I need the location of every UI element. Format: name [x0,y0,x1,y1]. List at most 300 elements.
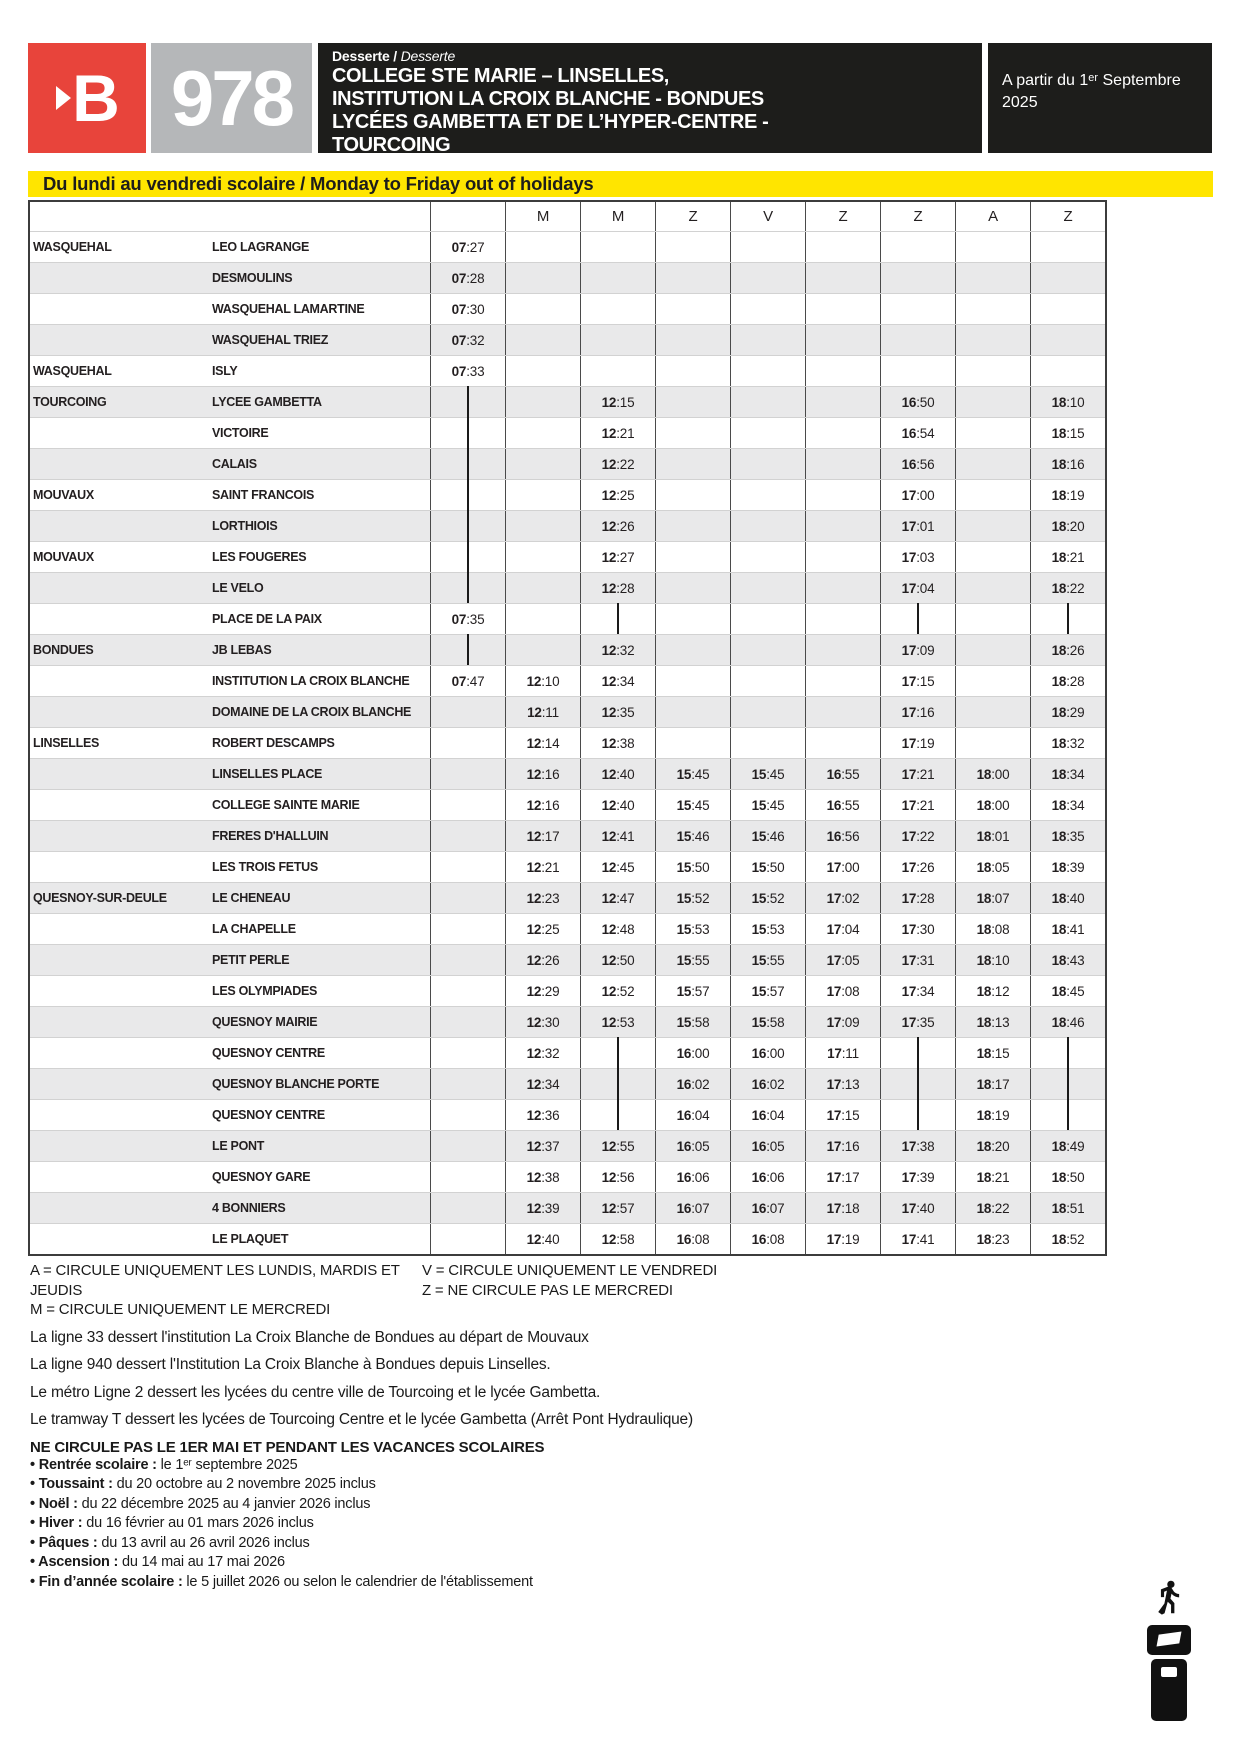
time-cell [505,914,580,944]
time-hour: 17 [901,859,917,875]
table-row [30,975,1105,1006]
validity-line2: 2025 [1002,94,1038,111]
time-minute: :55 [841,797,860,813]
time-cell [580,325,655,355]
time-cell [580,511,655,541]
table-row [30,1037,1105,1068]
time-hour: 15 [751,828,767,844]
time-hour: 15 [751,859,767,875]
time-minute: :55 [766,952,785,968]
time-cell [505,635,580,665]
header-band [28,43,1212,153]
time-cell [505,1224,580,1254]
time-cell [505,604,580,634]
time-hour: 17 [901,797,917,813]
time-cell [505,697,580,727]
time-cell [430,1038,505,1068]
ticket-validator-icon [1147,1625,1191,1721]
time-cell [730,232,805,262]
time-minute: :25 [616,487,635,503]
time-cell [805,1193,880,1223]
route-continues-bar [1067,1099,1069,1130]
time-cell [730,356,805,386]
column-letter: Z [805,202,880,231]
time-cell [730,852,805,882]
time-cell [880,728,955,758]
time-cell [580,883,655,913]
time-cell [880,1100,955,1130]
time-cell [730,1038,805,1068]
holiday-item-label: • Pâques : [30,1534,102,1551]
time-hour: 15 [676,797,692,813]
time-cell [805,728,880,758]
city-cell [30,914,206,944]
time-minute: :34 [616,673,635,689]
time-minute: :10 [1066,394,1085,410]
time-minute: :02 [841,890,860,906]
time-cell [430,232,505,262]
time-cell [430,1224,505,1254]
time-cell [880,821,955,851]
time-minute: :05 [691,1138,710,1154]
time-minute: :11 [541,704,559,720]
time-cell [505,511,580,541]
time-cell [430,325,505,355]
time-cell [505,1069,580,1099]
legend [30,1261,1150,1320]
legend-right-column [422,1261,1150,1320]
city-cell [30,263,206,293]
time-minute: :53 [766,921,785,937]
time-hour: 18 [976,1107,992,1123]
time-minute: :49 [1066,1138,1085,1154]
time-cell [805,1038,880,1068]
time-hour: 18 [976,1200,992,1216]
holiday-item [30,1475,1150,1495]
stop-cell: CALAIS [212,457,257,471]
holiday-item-label: • Rentrée scolaire : [30,1456,161,1473]
city-cell [30,1069,206,1099]
time-hour: 17 [901,1169,917,1185]
time-cell [580,294,655,324]
time-hour: 12 [601,828,617,844]
time-hour: 12 [601,394,617,410]
time-minute: :41 [1066,921,1085,937]
time-hour: 17 [901,890,917,906]
time-cell [805,1131,880,1161]
time-hour: 12 [526,1045,542,1061]
time-cell [805,759,880,789]
time-minute: :32 [616,642,635,658]
time-cell [1030,1224,1105,1254]
time-cell [430,356,505,386]
time-cell [730,449,805,479]
time-minute: :17 [841,1169,860,1185]
table-row [30,386,1105,417]
city-cell [30,852,206,882]
time-cell [1030,480,1105,510]
time-minute: :09 [916,642,935,658]
route-continues-bar [617,1099,619,1130]
time-cell [655,418,730,448]
time-cell [730,790,805,820]
time-cell [430,449,505,479]
time-cell [880,604,955,634]
stop-cell: DOMAINE DE LA CROIX BLANCHE [212,705,412,719]
time-hour: 17 [901,1200,917,1216]
route-continues-bar [1067,1068,1069,1099]
city-cell [30,418,206,448]
service-period-banner [28,171,1213,197]
route-continues-bar [467,510,469,541]
city-header-cell [30,202,206,231]
time-cell [430,1131,505,1161]
time-minute: :18 [841,1200,860,1216]
city-cell [30,945,206,975]
time-cell [1030,821,1105,851]
time-cell [505,728,580,758]
time-cell [955,604,1030,634]
time-minute: :17 [991,1076,1010,1092]
route-title-box [318,43,982,153]
table-row [30,572,1105,603]
time-cell [880,573,955,603]
time-cell [505,542,580,572]
time-cell [430,852,505,882]
time-minute: :05 [766,1138,785,1154]
route-continues-bar [917,1068,919,1099]
city-cell: MOUVAUX [33,488,94,502]
time-cell [730,1007,805,1037]
time-cell [655,1224,730,1254]
city-cell: WASQUEHAL [33,240,112,254]
time-hour: 12 [526,797,542,813]
time-cell [805,945,880,975]
holiday-list [30,1456,1150,1593]
time-cell [1030,1038,1105,1068]
time-minute: :27 [466,239,485,255]
time-minute: :31 [916,952,935,968]
line-number-box [151,43,312,153]
time-minute: :36 [541,1107,560,1123]
time-cell [880,1131,955,1161]
column-letter: M [505,202,580,231]
time-minute: :50 [691,859,710,875]
time-minute: :35 [466,611,485,627]
time-hour: 17 [901,735,917,751]
time-cell [955,1224,1030,1254]
time-cell [655,263,730,293]
time-cell [880,883,955,913]
time-hour: 18 [976,983,992,999]
time-cell [1030,263,1105,293]
time-cell [1030,635,1105,665]
time-hour: 18 [1051,952,1067,968]
time-cell [805,449,880,479]
time-cell [730,914,805,944]
time-cell [805,542,880,572]
time-cell [805,883,880,913]
table-row [30,1006,1105,1037]
time-hour: 17 [901,1138,917,1154]
time-hour: 17 [826,1107,842,1123]
table-row [30,1130,1105,1161]
time-minute: :38 [616,735,635,751]
time-cell [1030,1100,1105,1130]
brand-logo [28,43,146,153]
time-cell [505,387,580,417]
time-hour: 15 [751,1014,767,1030]
time-cell [505,852,580,882]
time-hour: 16 [901,425,917,441]
time-minute: :07 [691,1200,710,1216]
time-cell [730,418,805,448]
time-hour: 17 [901,983,917,999]
stop-cell: 4 BONNIERS [212,1201,286,1215]
time-cell [430,759,505,789]
time-cell [805,666,880,696]
time-minute: :46 [766,828,785,844]
stop-cell: LE VELO [212,581,264,595]
time-minute: :52 [691,890,710,906]
time-hour: 17 [901,549,917,565]
table-row [30,355,1105,386]
time-hour: 18 [976,859,992,875]
time-minute: :45 [616,859,635,875]
time-cell [430,697,505,727]
time-hour: 16 [826,797,842,813]
time-cell [805,604,880,634]
time-cell [655,232,730,262]
time-cell [955,573,1030,603]
time-hour: 07 [451,301,467,317]
time-minute: :50 [916,394,935,410]
time-hour: 18 [1051,859,1067,875]
city-cell [30,1224,206,1254]
time-cell [955,449,1030,479]
time-hour: 18 [1051,1014,1067,1030]
time-minute: :02 [691,1076,710,1092]
time-hour: 12 [526,890,542,906]
time-minute: :40 [541,1231,560,1247]
time-minute: :00 [991,766,1010,782]
time-hour: 18 [1051,1231,1067,1247]
time-cell [655,604,730,634]
time-hour: 12 [601,859,617,875]
connection-notes [30,1329,1150,1430]
column-letter: Z [655,202,730,231]
time-minute: :01 [916,518,935,534]
time-minute: :28 [616,580,635,596]
time-hour: 17 [826,1231,842,1247]
time-hour: 18 [976,1076,992,1092]
time-minute: :08 [991,921,1010,937]
stop-cell: WASQUEHAL LAMARTINE [212,302,365,316]
route-continues-bar [617,1037,619,1068]
time-hour: 16 [751,1045,767,1061]
time-cell [580,945,655,975]
time-minute: :15 [991,1045,1010,1061]
table-row [30,231,1105,262]
time-cell [730,387,805,417]
time-minute: :25 [541,921,560,937]
time-hour: 12 [601,704,617,720]
route-continues-bar [917,1037,919,1068]
time-minute: :45 [766,797,785,813]
stop-header-cell [206,202,430,231]
time-minute: :07 [991,890,1010,906]
time-hour: 16 [751,1200,767,1216]
time-cell [580,666,655,696]
time-cell [880,759,955,789]
time-cell [730,697,805,727]
footer-notes [30,1261,1150,1592]
table-row [30,1192,1105,1223]
time-hour: 12 [526,828,542,844]
time-cell [430,914,505,944]
time-hour: 18 [1051,394,1067,410]
table-row [30,820,1105,851]
time-cell [655,480,730,510]
time-cell [505,294,580,324]
time-cell [805,418,880,448]
time-cell [730,976,805,1006]
time-minute: :12 [991,983,1010,999]
time-minute: :45 [691,766,710,782]
time-minute: :23 [991,1231,1010,1247]
route-continues-bar [467,417,469,448]
time-cell [1030,542,1105,572]
time-hour: 16 [676,1138,692,1154]
time-minute: :50 [616,952,635,968]
time-cell [955,697,1030,727]
time-cell [430,1193,505,1223]
holiday-item-label: • Ascension : [30,1554,122,1570]
time-hour: 17 [826,1138,842,1154]
time-cell [730,604,805,634]
time-hour: 12 [526,735,542,751]
time-hour: 12 [601,642,617,658]
legend-line: Z = NE CIRCULE PAS LE MERCREDI [422,1281,673,1299]
time-cell [1030,294,1105,324]
time-hour: 17 [826,859,842,875]
time-cell [580,418,655,448]
time-cell [1030,1131,1105,1161]
holiday-item-label: • Toussaint : [30,1476,117,1492]
time-minute: :33 [466,363,485,379]
time-cell [955,728,1030,758]
time-hour: 15 [676,859,692,875]
time-hour: 18 [976,1169,992,1185]
time-hour: 15 [676,983,692,999]
time-minute: :39 [1066,859,1085,875]
time-cell [880,511,955,541]
time-cell [580,1224,655,1254]
time-hour: 12 [526,766,542,782]
time-minute: :21 [541,859,560,875]
time-minute: :10 [991,952,1010,968]
time-cell [505,666,580,696]
time-cell [655,914,730,944]
time-minute: :22 [916,828,935,844]
time-minute: :10 [541,673,560,689]
time-hour: 12 [526,952,542,968]
time-hour: 12 [601,766,617,782]
time-minute: :34 [1066,766,1085,782]
time-cell [505,418,580,448]
table-row [30,944,1105,975]
time-cell [955,418,1030,448]
time-cell [580,821,655,851]
time-minute: :05 [841,952,860,968]
time-cell [730,728,805,758]
time-cell [805,232,880,262]
time-minute: :40 [616,766,635,782]
time-cell [580,1069,655,1099]
time-cell [805,697,880,727]
holiday-item-text: du 22 décembre 2025 au 4 janvier 2026 inclus [81,1495,371,1512]
time-hour: 17 [901,673,917,689]
time-cell [955,356,1030,386]
time-cell [655,852,730,882]
time-hour: 18 [1051,921,1067,937]
time-hour: 15 [676,1014,692,1030]
time-hour: 18 [1051,456,1067,472]
time-cell [580,356,655,386]
time-cell [430,573,505,603]
time-hour: 17 [901,766,917,782]
table-row [30,1099,1105,1130]
time-cell [655,1038,730,1068]
table-row [30,1223,1105,1254]
exit-person-icon [1150,1578,1188,1621]
time-hour: 15 [676,766,692,782]
time-cell [655,1193,730,1223]
table-row [30,417,1105,448]
route-title-line: COLLEGE STE MARIE – LINSELLES, [332,65,669,87]
stop-cell: QUESNOY CENTRE [212,1046,325,1060]
table-row [30,262,1105,293]
table-row [30,634,1105,665]
city-cell [30,1131,206,1161]
time-cell [580,697,655,727]
time-cell [880,449,955,479]
time-cell [505,263,580,293]
time-cell [805,852,880,882]
city-cell [30,325,206,355]
time-cell [1030,232,1105,262]
route-continues-bar [917,603,919,634]
time-cell [1030,418,1105,448]
city-cell [30,1100,206,1130]
time-hour: 16 [751,1169,767,1185]
time-minute: :54 [916,425,935,441]
time-cell [955,1193,1030,1223]
time-hour: 18 [1051,704,1067,720]
validity-box [988,43,1212,153]
route-continues-bar [617,603,619,634]
time-hour: 12 [601,518,617,534]
time-hour: 17 [826,952,842,968]
timetable [28,200,1107,1256]
time-cell [655,294,730,324]
time-cell [880,232,955,262]
time-hour: 18 [976,1231,992,1247]
time-cell [655,759,730,789]
time-cell [955,883,1030,913]
holiday-item [30,1456,1150,1476]
service-period-text: Du lundi au vendredi scolaire / Monday to Friday out of holidays [43,173,594,194]
